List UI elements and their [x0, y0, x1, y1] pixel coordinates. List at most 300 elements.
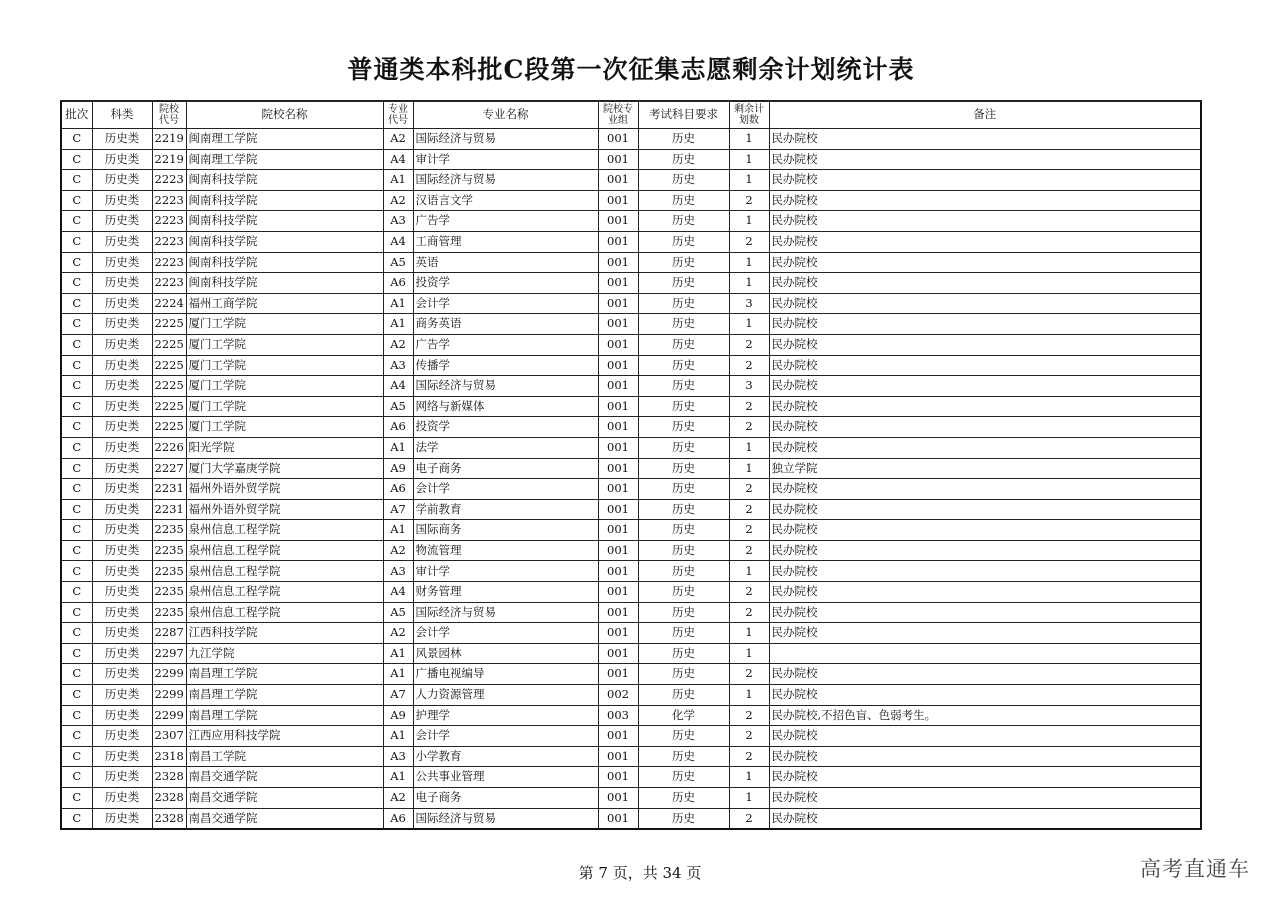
cell-subject-requirement: 历史 [638, 623, 729, 644]
cell-subject-requirement: 历史 [638, 252, 729, 273]
cell-batch: C [61, 582, 92, 603]
cell-subject-requirement: 历史 [638, 643, 729, 664]
table-row [61, 643, 1201, 664]
cell-major-code: A1 [383, 664, 413, 685]
cell-remaining: 1 [729, 273, 769, 294]
cell-school-code: 2224 [152, 293, 186, 314]
cell-major-code: A1 [383, 643, 413, 664]
cell-batch: C [61, 808, 92, 829]
cell-remaining: 2 [729, 726, 769, 747]
cell-batch: C [61, 705, 92, 726]
cell-batch: C [61, 149, 92, 170]
cell-major-code: A9 [383, 458, 413, 479]
cell-major-name: 会计学 [413, 293, 598, 314]
cell-major-code: A7 [383, 499, 413, 520]
cell-school-code: 2225 [152, 334, 186, 355]
cell-subject-requirement: 历史 [638, 334, 729, 355]
cell-note: 民办院校 [769, 190, 1201, 211]
cell-major-group: 001 [598, 808, 638, 829]
cell-major-code: A2 [383, 623, 413, 644]
cell-major-name: 会计学 [413, 623, 598, 644]
cell-category: 历史类 [92, 623, 152, 644]
cell-major-code: A5 [383, 252, 413, 273]
cell-major-name: 会计学 [413, 726, 598, 747]
cell-remaining: 1 [729, 623, 769, 644]
cell-category: 历史类 [92, 602, 152, 623]
cell-school-name: 厦门工学院 [186, 396, 383, 417]
cell-remaining: 1 [729, 170, 769, 191]
cell-school-code: 2299 [152, 685, 186, 706]
cell-major-code: A1 [383, 293, 413, 314]
cell-category: 历史类 [92, 396, 152, 417]
cell-major-group: 003 [598, 705, 638, 726]
cell-major-code: A1 [383, 170, 413, 191]
cell-category: 历史类 [92, 664, 152, 685]
table-row [61, 520, 1201, 541]
cell-major-group: 001 [598, 437, 638, 458]
cell-category: 历史类 [92, 540, 152, 561]
cell-remaining: 1 [729, 458, 769, 479]
cell-remaining: 2 [729, 231, 769, 252]
cell-remaining: 1 [729, 149, 769, 170]
cell-category: 历史类 [92, 190, 152, 211]
cell-batch: C [61, 602, 92, 623]
table-row [61, 561, 1201, 582]
cell-note: 独立学院 [769, 458, 1201, 479]
table-row [61, 417, 1201, 438]
cell-subject-requirement: 历史 [638, 664, 729, 685]
table-row [61, 808, 1201, 829]
cell-major-name: 网络与新媒体 [413, 396, 598, 417]
cell-note: 民办院校 [769, 602, 1201, 623]
cell-major-name: 工商管理 [413, 231, 598, 252]
cell-school-name: 闽南理工学院 [186, 149, 383, 170]
cell-school-code: 2287 [152, 623, 186, 644]
cell-subject-requirement: 历史 [638, 499, 729, 520]
cell-major-name: 电子商务 [413, 458, 598, 479]
cell-major-group: 001 [598, 273, 638, 294]
cell-school-code: 2299 [152, 664, 186, 685]
header-school-code: 院校代号 [152, 101, 186, 129]
cell-major-name: 国际商务 [413, 520, 598, 541]
cell-remaining: 3 [729, 376, 769, 397]
table-row [61, 170, 1201, 191]
cell-note: 民办院校 [769, 273, 1201, 294]
cell-school-name: 闽南科技学院 [186, 252, 383, 273]
cell-subject-requirement: 历史 [638, 190, 729, 211]
cell-subject-requirement: 历史 [638, 129, 729, 150]
watermark: 高考直通车 [1140, 857, 1250, 881]
cell-remaining: 2 [729, 396, 769, 417]
cell-subject-requirement: 历史 [638, 231, 729, 252]
cell-school-code: 2235 [152, 602, 186, 623]
cell-school-name: 福州外语外贸学院 [186, 499, 383, 520]
cell-category: 历史类 [92, 293, 152, 314]
cell-batch: C [61, 746, 92, 767]
cell-major-code: A5 [383, 602, 413, 623]
cell-batch: C [61, 726, 92, 747]
cell-subject-requirement: 历史 [638, 767, 729, 788]
cell-major-group: 001 [598, 746, 638, 767]
cell-major-name: 会计学 [413, 479, 598, 500]
cell-major-group: 001 [598, 726, 638, 747]
cell-category: 历史类 [92, 170, 152, 191]
cell-major-name: 审计学 [413, 149, 598, 170]
cell-batch: C [61, 520, 92, 541]
cell-remaining: 1 [729, 437, 769, 458]
cell-major-group: 001 [598, 602, 638, 623]
cell-category: 历史类 [92, 479, 152, 500]
cell-note: 民办院校 [769, 499, 1201, 520]
cell-school-name: 闽南科技学院 [186, 190, 383, 211]
cell-school-name: 厦门大学嘉庚学院 [186, 458, 383, 479]
cell-major-name: 人力资源管理 [413, 685, 598, 706]
cell-batch: C [61, 231, 92, 252]
cell-major-group: 002 [598, 685, 638, 706]
cell-school-code: 2299 [152, 705, 186, 726]
cell-note: 民办院校 [769, 437, 1201, 458]
cell-remaining: 2 [729, 355, 769, 376]
cell-school-code: 2225 [152, 314, 186, 335]
cell-school-name: 江西应用科技学院 [186, 726, 383, 747]
cell-major-name: 国际经济与贸易 [413, 129, 598, 150]
cell-major-code: A1 [383, 314, 413, 335]
cell-batch: C [61, 129, 92, 150]
cell-batch: C [61, 685, 92, 706]
table-row [61, 479, 1201, 500]
cell-remaining: 2 [729, 540, 769, 561]
cell-major-code: A3 [383, 211, 413, 232]
cell-category: 历史类 [92, 788, 152, 809]
cell-remaining: 2 [729, 499, 769, 520]
cell-remaining: 2 [729, 746, 769, 767]
cell-major-name: 小学教育 [413, 746, 598, 767]
cell-batch: C [61, 417, 92, 438]
cell-major-name: 广告学 [413, 334, 598, 355]
cell-major-name: 商务英语 [413, 314, 598, 335]
cell-note: 民办院校 [769, 664, 1201, 685]
cell-school-code: 2226 [152, 437, 186, 458]
cell-category: 历史类 [92, 417, 152, 438]
cell-major-name: 国际经济与贸易 [413, 170, 598, 191]
cell-batch: C [61, 334, 92, 355]
cell-school-name: 厦门工学院 [186, 355, 383, 376]
cell-remaining: 3 [729, 293, 769, 314]
cell-subject-requirement: 历史 [638, 355, 729, 376]
cell-school-name: 南昌理工学院 [186, 685, 383, 706]
cell-school-code: 2225 [152, 376, 186, 397]
header-major-group: 院校专业组 [598, 101, 638, 129]
cell-major-name: 法学 [413, 437, 598, 458]
cell-major-name: 广告学 [413, 211, 598, 232]
table-row [61, 355, 1201, 376]
cell-major-group: 001 [598, 355, 638, 376]
cell-school-name: 泉州信息工程学院 [186, 602, 383, 623]
table-row [61, 582, 1201, 603]
table-row [61, 602, 1201, 623]
cell-batch: C [61, 376, 92, 397]
cell-major-code: A4 [383, 149, 413, 170]
table-row [61, 726, 1201, 747]
cell-school-name: 泉州信息工程学院 [186, 520, 383, 541]
cell-category: 历史类 [92, 746, 152, 767]
cell-batch: C [61, 479, 92, 500]
cell-batch: C [61, 437, 92, 458]
cell-batch: C [61, 788, 92, 809]
cell-note: 民办院校 [769, 746, 1201, 767]
cell-category: 历史类 [92, 643, 152, 664]
cell-major-name: 国际经济与贸易 [413, 602, 598, 623]
table-row [61, 334, 1201, 355]
cell-school-name: 江西科技学院 [186, 623, 383, 644]
cell-subject-requirement: 历史 [638, 396, 729, 417]
cell-school-name: 福州外语外贸学院 [186, 479, 383, 500]
cell-subject-requirement: 历史 [638, 293, 729, 314]
cell-major-group: 001 [598, 561, 638, 582]
header-subject-requirement: 考试科目要求 [638, 101, 729, 129]
table-row [61, 149, 1201, 170]
cell-remaining: 2 [729, 190, 769, 211]
cell-school-code: 2328 [152, 788, 186, 809]
cell-category: 历史类 [92, 705, 152, 726]
cell-major-code: A1 [383, 726, 413, 747]
cell-subject-requirement: 历史 [638, 561, 729, 582]
cell-major-name: 风景园林 [413, 643, 598, 664]
cell-category: 历史类 [92, 376, 152, 397]
cell-major-code: A2 [383, 788, 413, 809]
table-row [61, 273, 1201, 294]
cell-school-code: 2225 [152, 396, 186, 417]
cell-category: 历史类 [92, 458, 152, 479]
cell-major-code: A4 [383, 582, 413, 603]
cell-school-name: 闽南科技学院 [186, 273, 383, 294]
cell-major-code: A3 [383, 355, 413, 376]
cell-note: 民办院校 [769, 396, 1201, 417]
cell-major-code: A6 [383, 417, 413, 438]
cell-remaining: 1 [729, 211, 769, 232]
cell-school-code: 2223 [152, 170, 186, 191]
cell-school-code: 2235 [152, 520, 186, 541]
cell-major-code: A2 [383, 540, 413, 561]
cell-major-group: 001 [598, 231, 638, 252]
cell-remaining: 1 [729, 788, 769, 809]
cell-school-code: 2235 [152, 582, 186, 603]
cell-category: 历史类 [92, 355, 152, 376]
cell-note: 民办院校 [769, 561, 1201, 582]
header-remaining: 剩余计划数 [729, 101, 769, 129]
cell-remaining: 1 [729, 252, 769, 273]
cell-note: 民办院校 [769, 685, 1201, 706]
cell-note: 民办院校 [769, 314, 1201, 335]
cell-school-name: 泉州信息工程学院 [186, 540, 383, 561]
table-row [61, 376, 1201, 397]
cell-note: 民办院校 [769, 252, 1201, 273]
cell-school-name: 南昌理工学院 [186, 664, 383, 685]
cell-major-group: 001 [598, 314, 638, 335]
cell-note: 民办院校 [769, 231, 1201, 252]
cell-subject-requirement: 历史 [638, 211, 729, 232]
cell-category: 历史类 [92, 129, 152, 150]
cell-remaining: 2 [729, 334, 769, 355]
table-row [61, 129, 1201, 150]
cell-major-group: 001 [598, 211, 638, 232]
cell-category: 历史类 [92, 808, 152, 829]
cell-school-name: 厦门工学院 [186, 417, 383, 438]
cell-batch: C [61, 623, 92, 644]
cell-school-code: 2223 [152, 252, 186, 273]
cell-batch: C [61, 499, 92, 520]
cell-remaining: 2 [729, 808, 769, 829]
cell-school-code: 2223 [152, 231, 186, 252]
cell-note: 民办院校 [769, 170, 1201, 191]
cell-major-code: A6 [383, 479, 413, 500]
table-row [61, 458, 1201, 479]
cell-major-name: 电子商务 [413, 788, 598, 809]
table-row [61, 540, 1201, 561]
cell-school-code: 2307 [152, 726, 186, 747]
table-row [61, 788, 1201, 809]
cell-note: 民办院校 [769, 355, 1201, 376]
cell-note: 民办院校 [769, 808, 1201, 829]
cell-major-group: 001 [598, 540, 638, 561]
cell-note: 民办院校 [769, 149, 1201, 170]
cell-major-group: 001 [598, 417, 638, 438]
cell-school-code: 2328 [152, 808, 186, 829]
cell-subject-requirement: 历史 [638, 273, 729, 294]
cell-batch: C [61, 767, 92, 788]
cell-major-name: 投资学 [413, 273, 598, 294]
cell-major-code: A9 [383, 705, 413, 726]
cell-major-code: A2 [383, 334, 413, 355]
cell-major-group: 001 [598, 376, 638, 397]
cell-batch: C [61, 190, 92, 211]
cell-subject-requirement: 历史 [638, 746, 729, 767]
cell-school-code: 2223 [152, 211, 186, 232]
cell-category: 历史类 [92, 334, 152, 355]
cell-major-group: 001 [598, 252, 638, 273]
cell-batch: C [61, 273, 92, 294]
cell-remaining: 2 [729, 479, 769, 500]
cell-school-name: 闽南科技学院 [186, 211, 383, 232]
cell-school-code: 2318 [152, 746, 186, 767]
cell-major-code: A4 [383, 376, 413, 397]
cell-major-code: A3 [383, 746, 413, 767]
cell-batch: C [61, 664, 92, 685]
cell-subject-requirement: 历史 [638, 808, 729, 829]
header-school-name: 院校名称 [186, 101, 383, 129]
table-row [61, 396, 1201, 417]
cell-major-group: 001 [598, 520, 638, 541]
table-header-row [61, 101, 1201, 129]
cell-major-code: A6 [383, 808, 413, 829]
cell-major-code: A1 [383, 437, 413, 458]
cell-school-code: 2328 [152, 767, 186, 788]
cell-major-code: A4 [383, 231, 413, 252]
cell-major-group: 001 [598, 767, 638, 788]
cell-remaining: 1 [729, 129, 769, 150]
cell-batch: C [61, 211, 92, 232]
cell-school-name: 泉州信息工程学院 [186, 561, 383, 582]
cell-subject-requirement: 历史 [638, 314, 729, 335]
cell-major-name: 传播学 [413, 355, 598, 376]
cell-subject-requirement: 历史 [638, 602, 729, 623]
cell-major-name: 物流管理 [413, 540, 598, 561]
cell-major-code: A7 [383, 685, 413, 706]
cell-note: 民办院校 [769, 293, 1201, 314]
cell-category: 历史类 [92, 499, 152, 520]
cell-note: 民办院校 [769, 520, 1201, 541]
cell-batch: C [61, 314, 92, 335]
cell-major-group: 001 [598, 396, 638, 417]
cell-major-name: 学前教育 [413, 499, 598, 520]
table-row [61, 314, 1201, 335]
cell-major-name: 财务管理 [413, 582, 598, 603]
cell-category: 历史类 [92, 685, 152, 706]
cell-subject-requirement: 历史 [638, 376, 729, 397]
table-row [61, 252, 1201, 273]
cell-major-group: 001 [598, 643, 638, 664]
cell-subject-requirement: 历史 [638, 540, 729, 561]
cell-note: 民办院校 [769, 417, 1201, 438]
page-title: 普通类本科批C段第一次征集志愿剩余计划统计表 [347, 55, 915, 84]
cell-remaining: 2 [729, 705, 769, 726]
cell-major-name: 公共事业管理 [413, 767, 598, 788]
cell-remaining: 1 [729, 561, 769, 582]
cell-major-name: 投资学 [413, 417, 598, 438]
cell-major-group: 001 [598, 149, 638, 170]
cell-category: 历史类 [92, 582, 152, 603]
cell-major-code: A2 [383, 129, 413, 150]
cell-major-group: 001 [598, 334, 638, 355]
cell-major-group: 001 [598, 623, 638, 644]
cell-school-code: 2223 [152, 273, 186, 294]
cell-subject-requirement: 历史 [638, 582, 729, 603]
header-major-code: 专业代号 [383, 101, 413, 129]
cell-subject-requirement: 历史 [638, 437, 729, 458]
cell-major-group: 001 [598, 129, 638, 150]
cell-major-code: A6 [383, 273, 413, 294]
cell-category: 历史类 [92, 211, 152, 232]
cell-category: 历史类 [92, 231, 152, 252]
cell-batch: C [61, 396, 92, 417]
remaining-plan-table [60, 100, 1202, 830]
cell-school-name: 闽南科技学院 [186, 231, 383, 252]
cell-major-code: A1 [383, 767, 413, 788]
cell-school-code: 2231 [152, 479, 186, 500]
cell-category: 历史类 [92, 437, 152, 458]
page-number: 第 7 页，共 34 页 [578, 864, 702, 882]
cell-batch: C [61, 561, 92, 582]
cell-major-group: 001 [598, 293, 638, 314]
cell-batch: C [61, 458, 92, 479]
cell-school-name: 厦门工学院 [186, 376, 383, 397]
cell-batch: C [61, 540, 92, 561]
table-row [61, 685, 1201, 706]
table-row [61, 231, 1201, 252]
cell-major-group: 001 [598, 170, 638, 191]
cell-batch: C [61, 643, 92, 664]
cell-major-name: 英语 [413, 252, 598, 273]
cell-remaining: 2 [729, 582, 769, 603]
cell-school-name: 南昌交通学院 [186, 767, 383, 788]
cell-major-code: A3 [383, 561, 413, 582]
table-row [61, 190, 1201, 211]
cell-batch: C [61, 252, 92, 273]
cell-school-code: 2235 [152, 540, 186, 561]
cell-major-code: A5 [383, 396, 413, 417]
cell-subject-requirement: 历史 [638, 520, 729, 541]
cell-remaining: 2 [729, 602, 769, 623]
